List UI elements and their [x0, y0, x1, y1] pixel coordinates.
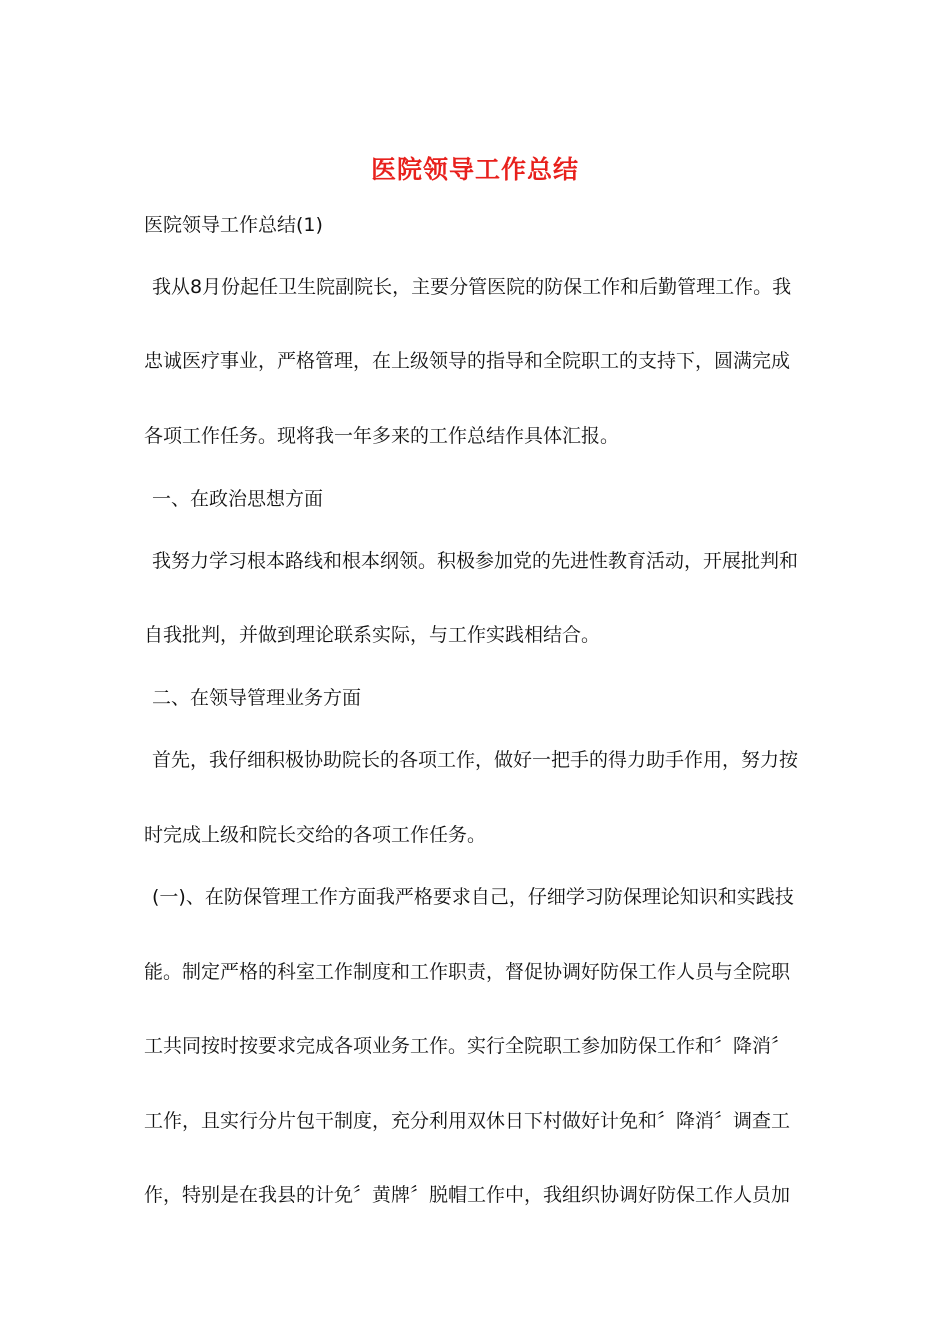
document-subtitle: 医院领导工作总结(1) — [144, 214, 323, 236]
paragraph-line-8: (一)、在防保管理工作方面我严格要求自己，仔细学习防保理论知识和实践技 — [152, 886, 794, 908]
paragraph-line-12: 作，特别是在我县的计免〞黄牌〞脱帽工作中，我组织协调好防保工作人员加 — [144, 1184, 791, 1206]
section-heading-2: 二、在领导管理业务方面 — [152, 687, 362, 709]
paragraph-line-7: 时完成上级和院长交给的各项工作任务。 — [144, 824, 487, 846]
paragraph-line-10: 工共同按时按要求完成各项业务工作。实行全院职工参加防保工作和〞降消〞 — [144, 1035, 791, 1057]
paragraph-line-6: 首先，我仔细积极协助院长的各项工作，做好一把手的得力助手作用，努力按 — [152, 749, 799, 771]
paragraph-line-4: 我努力学习根本路线和根本纲领。积极参加党的先进性教育活动，开展批判和 — [152, 550, 799, 572]
paragraph-line-3: 各项工作任务。现将我一年多来的工作总结作具体汇报。 — [144, 425, 620, 447]
paragraph-line-1: 我从8月份起任卫生院副院长，主要分管医院的防保工作和后勤管理工作。我 — [152, 276, 792, 298]
document-title: 医院领导工作总结 — [370, 155, 579, 184]
paragraph-line-11: 工作，且实行分片包干制度，充分利用双休日下村做好计免和〞降消〞调查工 — [144, 1110, 791, 1132]
paragraph-line-5: 自我批判，并做到理论联系实际，与工作实践相结合。 — [144, 624, 601, 646]
section-heading-1: 一、在政治思想方面 — [152, 488, 324, 510]
paragraph-line-2: 忠诚医疗事业，严格管理，在上级领导的指导和全院职工的支持下，圆满完成 — [144, 350, 791, 372]
paragraph-line-9: 能。制定严格的科室工作制度和工作职责，督促协调好防保工作人员与全院职 — [144, 961, 791, 983]
